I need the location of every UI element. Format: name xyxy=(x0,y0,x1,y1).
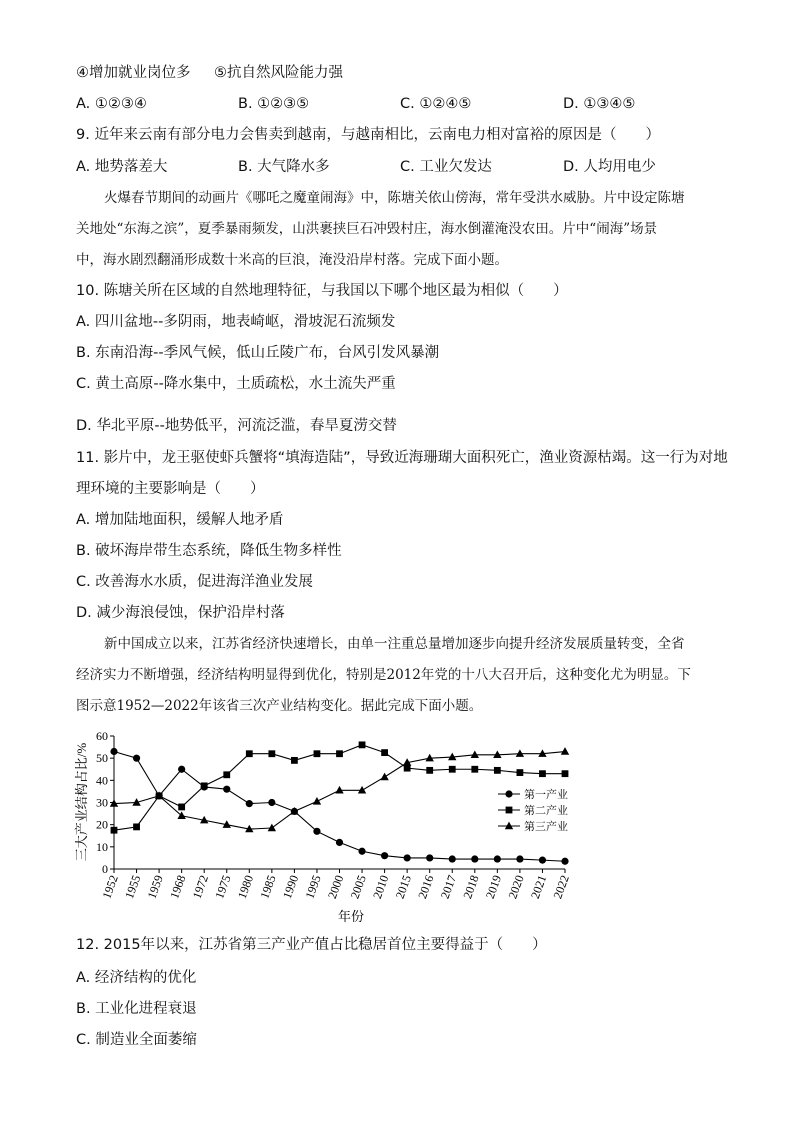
data-point-circle xyxy=(381,852,388,859)
y-tick-label: 40 xyxy=(96,773,108,788)
data-point-circle xyxy=(313,828,320,835)
q11-stem-line-2: 理环境的主要影响是（ ） xyxy=(76,481,265,497)
q12-stem: 12. 2015年以来，江苏省第三产业产值占比稳居首位主要得益于（ ） xyxy=(76,937,547,953)
data-point-triangle xyxy=(380,773,388,781)
data-point-square xyxy=(133,823,140,830)
q10-option-c: C. 黄土高原--降水集中，土质疏松，水土流失严重 xyxy=(76,376,396,392)
data-point-square xyxy=(494,767,501,774)
passage-2-line-2: 经济实力不断增强，经济结构明显得到优化，特别是2012年党的十八大召开后，这种变化尤为明显。下 xyxy=(76,667,691,683)
data-point-square xyxy=(291,757,298,764)
legend-label: 第一产业 xyxy=(524,789,568,801)
data-point-triangle xyxy=(268,824,276,832)
data-point-circle xyxy=(426,854,433,861)
x-tick-label: 2016 xyxy=(415,873,437,901)
data-point-circle xyxy=(246,800,253,807)
x-tick-label: 2020 xyxy=(505,873,527,901)
x-tick-label: 2018 xyxy=(460,873,482,901)
y-axis-label: 三大产业结构占比/% xyxy=(74,742,89,862)
x-axis-label: 年份 xyxy=(337,909,365,924)
q9-option-a: A. 地势落差大 xyxy=(76,159,168,175)
q8-option-c: C. ①②④⑤ xyxy=(400,96,472,112)
data-point-square xyxy=(539,770,546,777)
data-point-circle xyxy=(110,748,117,755)
data-point-triangle xyxy=(313,797,321,805)
q12-option-b: B. 工业化进程衰退 xyxy=(76,1001,197,1017)
data-point-circle xyxy=(268,799,275,806)
data-point-circle xyxy=(561,858,568,865)
q11-option-c: C. 改善海水水质，促进海洋渔业发展 xyxy=(76,574,313,590)
x-tick-label: 1990 xyxy=(279,873,302,901)
data-point-circle xyxy=(178,766,185,773)
data-point-square xyxy=(426,767,433,774)
passage-1-line-2: 关地处“东海之滨”，夏季暴雨频发，山洪裹挟巨石冲毁村庄，海水倒灌淹没农田。片中“闹海”场景 xyxy=(76,221,658,237)
x-tick-label: 1985 xyxy=(257,873,279,901)
x-tick-label: 1972 xyxy=(189,873,212,901)
q10-option-b: B. 东南沿海--季风气候，低山丘陵广布，台风引发风暴潮 xyxy=(76,345,440,361)
y-tick-label: 50 xyxy=(96,751,108,766)
data-point-square xyxy=(381,749,388,756)
data-point-square xyxy=(223,771,230,778)
data-point-circle xyxy=(494,855,501,862)
data-point-triangle xyxy=(335,786,343,794)
x-tick-label: 1959 xyxy=(144,873,166,901)
q11-option-b: B. 破坏海岸带生态系统，降低生物多样性 xyxy=(76,543,342,559)
x-tick-label: 2021 xyxy=(527,873,550,901)
q8-item-4: ④增加就业岗位多 xyxy=(76,65,191,81)
data-point-square xyxy=(314,750,321,757)
q10-option-d: D. 华北平原--地势低平，河流泛滥，春旱夏涝交替 xyxy=(76,418,397,434)
legend-item xyxy=(498,803,568,817)
q8-option-d: D. ①③④⑤ xyxy=(563,96,636,112)
data-point-square xyxy=(517,769,524,776)
data-point-circle xyxy=(471,855,478,862)
y-tick-label: 60 xyxy=(96,729,108,743)
x-tick-label: 1980 xyxy=(234,873,257,901)
data-point-square xyxy=(449,766,456,773)
legend-item xyxy=(498,787,568,801)
y-tick-label: 10 xyxy=(96,839,108,854)
data-point-triangle xyxy=(358,786,366,794)
q9-option-d: D. 人均用电少 xyxy=(563,159,656,175)
data-point-square xyxy=(359,741,366,748)
data-point-square xyxy=(562,770,569,777)
q10-option-a: A. 四川盆地--多阴雨，地表崎岖，滑坡泥石流频发 xyxy=(76,314,396,330)
data-point-circle xyxy=(223,786,230,793)
data-point-square xyxy=(336,750,343,757)
q9-option-b: B. 大气降水多 xyxy=(238,159,330,175)
industry-structure-chart xyxy=(68,728,588,928)
y-tick-label: 30 xyxy=(96,795,108,810)
data-point-circle xyxy=(449,855,456,862)
x-tick-label: 1975 xyxy=(212,873,234,901)
legend-item xyxy=(498,819,568,833)
x-tick-label: 2017 xyxy=(437,873,460,901)
data-point-circle xyxy=(336,839,343,846)
x-tick-label: 1952 xyxy=(99,873,121,901)
legend-marker xyxy=(506,807,513,814)
legend-marker xyxy=(505,822,513,830)
x-tick-label: 1955 xyxy=(122,873,144,901)
data-point-circle xyxy=(358,848,365,855)
legend-marker xyxy=(505,790,512,797)
passage-2-line-1: 新中国成立以来，江苏省经济快速增长，由单一注重总量增加逐步向提升经济发展质量转变，全省 xyxy=(104,636,685,652)
legend-label: 第二产业 xyxy=(524,805,568,817)
q8-option-a: A. ①②③④ xyxy=(76,96,147,112)
data-point-square xyxy=(111,827,118,834)
y-tick-label: 0 xyxy=(102,862,108,876)
data-point-triangle xyxy=(471,750,479,758)
x-tick-label: 1968 xyxy=(167,873,189,901)
q10-stem: 10. 陈塘关所在区域的自然地理特征，与我国以下哪个地区最为相似（ ） xyxy=(76,283,568,299)
data-point-triangle xyxy=(516,749,524,757)
x-tick-label: 2022 xyxy=(550,873,572,901)
legend-label: 第三产业 xyxy=(524,821,568,833)
q11-option-d: D. 减少海浪侵蚀，保护沿岸村落 xyxy=(76,605,285,621)
q12-option-a: A. 经济结构的优化 xyxy=(76,970,197,986)
passage-2-line-3: 图示意1952—2022年该省三次产业结构变化。据此完成下面小题。 xyxy=(76,698,483,714)
q11-stem-line-1: 11. 影片中，龙王驱使虾兵蟹将“填海造陆”，导致近海珊瑚大面积死亡，渔业资源枯竭。这一行为对地 xyxy=(76,450,728,466)
q12-option-c: C. 制造业全面萎缩 xyxy=(76,1032,197,1048)
q9-option-c: C. 工业欠发达 xyxy=(400,159,492,175)
data-point-circle xyxy=(516,855,523,862)
x-tick-label: 2015 xyxy=(392,873,414,901)
x-tick-label: 2019 xyxy=(482,873,505,901)
q9-stem: 9. 近年来云南有部分电力会售卖到越南，与越南相比，云南电力相对富裕的原因是（ ） xyxy=(76,127,660,143)
data-point-circle xyxy=(404,854,411,861)
passage-1-line-1: 火爆春节期间的动画片《哪吒之魔童闹海》中，陈塘关依山傍海，常年受洪水威胁。片中设定陈塘 xyxy=(104,190,685,206)
data-point-square xyxy=(246,750,253,757)
x-tick-label: 2000 xyxy=(324,873,347,901)
passage-1-line-3: 中，海水剧烈翻涌形成数十米高的巨浪，淹没沿岸村落。完成下面小题。 xyxy=(76,252,508,268)
data-point-square xyxy=(201,782,208,789)
data-point-square xyxy=(268,750,275,757)
data-point-circle xyxy=(539,857,546,864)
data-point-square xyxy=(178,804,185,811)
x-tick-label: 2010 xyxy=(370,873,392,901)
y-tick-label: 20 xyxy=(96,817,108,832)
data-point-triangle xyxy=(561,747,569,755)
x-tick-label: 1995 xyxy=(302,873,324,901)
q8-option-b: B. ①②③⑤ xyxy=(238,96,310,112)
x-tick-label: 2005 xyxy=(347,873,369,901)
q8-item-5: ⑤抗自然风险能力强 xyxy=(214,65,343,81)
data-point-square xyxy=(471,766,478,773)
series-3 xyxy=(110,747,569,832)
data-point-circle xyxy=(133,755,140,762)
q11-option-a: A. 增加陆地面积，缓解人地矛盾 xyxy=(76,512,284,528)
